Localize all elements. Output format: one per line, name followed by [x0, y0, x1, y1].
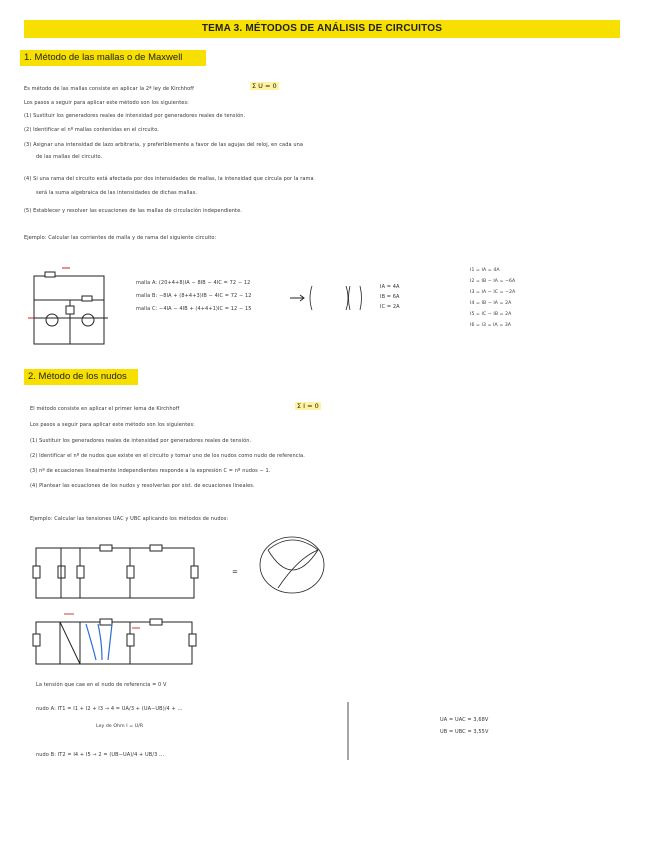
mesh-result-b: IB = 6A: [380, 294, 400, 300]
s1-line-1: Los pasos a seguir para aplicar este método son los siguientes:: [24, 100, 189, 106]
s2-line-0: El método consiste en aplicar el primer lema de Kirchhoff: [30, 406, 180, 412]
s1-line-3: (2) Identificar el nº mallas contenidas en el circuito.: [24, 127, 159, 133]
solution-ub: UB = UBC = 3,55V: [440, 729, 489, 735]
s2-line-1: Los pasos a seguir para aplicar este método son los siguientes:: [30, 422, 195, 428]
page-title: TEMA 3. MÉTODOS DE ANÁLISIS DE CIRCUITOS: [24, 20, 620, 38]
s1-formula: Σ U = 0: [252, 82, 277, 90]
s2-line-6: Ejemplo: Calcular las tensiones UAC y UBC aplicando los métodos de nudos:: [30, 516, 229, 522]
s2-line-4: (3) nº de ecuaciones linealmente independientes responde a la expresión C = nº nudos − 1.: [30, 468, 271, 474]
nodes-circuit-1: [33, 545, 198, 598]
s2-line-5: (4) Plantear las ecuaciones de los nudos y resolverlas por sist. de ecuaciones lineales.: [30, 483, 255, 489]
s2-line-2: (1) Sustituir los generadores reales de intensidad por generadores reales de tensión.: [30, 438, 252, 444]
section2-heading: 2. Método de los nudos: [24, 369, 138, 385]
branch-result-6: I6 = I3 = IA = 3A: [470, 323, 512, 328]
s2-line-7: La tensión que cae en el nudo de referencia = 0 V: [36, 682, 167, 688]
eq-nudo-b: nudo B: IT2 = I4 + I5 → 2 = (UB−UA)/4 + UB/3 ...: [36, 752, 165, 758]
s2-line-3: (2) Identificar el nº de nudos que existe en el circuito y tomar uno de los nudos como nudo de referencia.: [30, 453, 305, 459]
mesh-result-a: IA = 4A: [380, 284, 400, 290]
mesh-circuit: [30, 272, 108, 344]
branch-result-2: I2 = IB − IA = −6A: [470, 279, 516, 284]
s2-formula: Σ I = 0: [297, 402, 319, 410]
eq-nudo-a: nudo A: IT1 = I1 + I2 + I3 → 4 = UA/3 + (UA−UB)/4 + ...: [36, 706, 183, 712]
s1-line-7: será la suma algebraica de las intensidades de dichas mallas.: [36, 190, 198, 196]
section1-heading: 1. Método de las mallas o de Maxwell: [20, 50, 206, 66]
eq-malla-a: malla A: (20+4+8)IA − 8IB − 4IC = 72 − 12: [136, 280, 251, 286]
node-graph: [260, 537, 324, 593]
eq-malla-c: malla C: −4IA − 4IB + (4+4+1)IC = 12 − 15: [136, 306, 252, 312]
branch-result-5: I5 = IC − IB = 2A: [470, 312, 512, 317]
svg-text:=: =: [232, 568, 238, 576]
ohm-law: Ley de Ohm I = U/R: [96, 724, 144, 729]
s1-line-0: Es método de las mallas consiste en aplicar la 2ª ley de Kirchhoff: [24, 86, 195, 92]
s1-line-2: (1) Sustituir los generadores reales de intensidad por generadores reales de tensión.: [24, 113, 246, 119]
right-arrow: [290, 295, 304, 301]
branch-result-4: I4 = IB − IA = 2A: [470, 301, 512, 306]
branch-result-1: I1 = IA = 4A: [470, 268, 500, 273]
solution-ua: UA = UAC = 3,68V: [440, 717, 489, 723]
s1-line-9: Ejemplo: Calcular las corrientes de malla y de rama del siguiente circuito:: [24, 235, 217, 241]
s1-line-6: (4) Si una rama del circuito está afectada por dos intensidades de mallas, la intensidad que circula por la rama: [24, 176, 314, 182]
s1-line-8: (5) Establecer y resolver las ecuaciones de las mallas de circulación independiente.: [24, 208, 242, 214]
nodes-circuit-2: [33, 619, 196, 664]
mesh-result-c: IC = 2A: [380, 304, 400, 310]
branch-result-3: I3 = IA − IC = −2A: [470, 290, 516, 295]
s1-line-4: (3) Asignar una intensidad de lazo arbitraria, y preferiblemente a favor de las agujas del reloj, en cada una: [24, 142, 304, 148]
eq-malla-b: malla B: −8IA + (8+4+3)IB − 4IC = 72 − 12: [136, 293, 252, 299]
s1-line-5: de las mallas del circuito.: [36, 154, 103, 160]
